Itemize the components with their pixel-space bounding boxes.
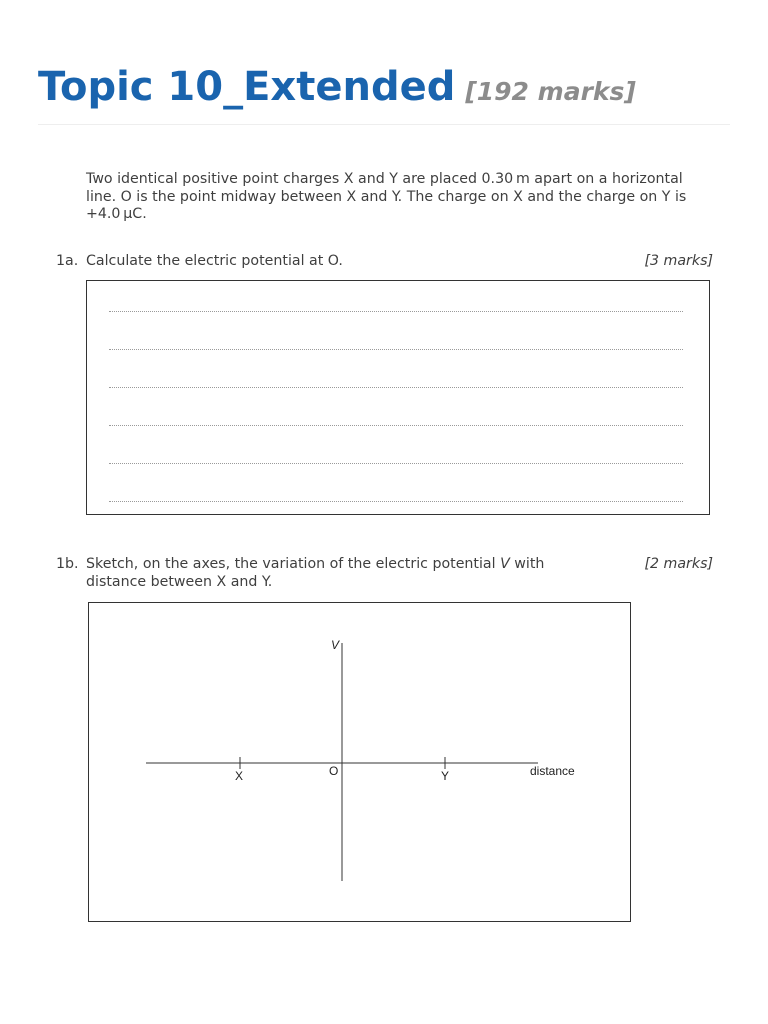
answer-line[interactable]	[109, 463, 683, 464]
answer-line[interactable]	[109, 501, 683, 502]
question-1b-number: 1b.	[56, 556, 79, 572]
question-1a-marks: [3 marks]	[644, 253, 713, 269]
sketch-axes-box[interactable]	[88, 602, 631, 922]
question-1b-text-start: Sketch, on the axes, the variation of the electric potential	[86, 556, 501, 572]
total-marks: [192 marks]	[465, 77, 636, 106]
answer-box-1a[interactable]	[86, 280, 710, 515]
question-1a-text: Calculate the electric potential at O.	[86, 253, 343, 269]
answer-line[interactable]	[109, 311, 683, 312]
topic-title: Topic 10_Extended	[38, 64, 456, 110]
charge-y-label: Y	[441, 769, 450, 783]
origin-label: O	[329, 764, 339, 778]
sketch-axes[interactable]	[89, 603, 632, 923]
question-intro: Two identical positive point charges X and Y are placed 0.30 m apart on a horizontal line. O is the point midway between X and Y. The charge on X and the charge on Y is +4.0 µC.	[86, 171, 687, 222]
answer-line[interactable]	[109, 387, 683, 388]
page-title	[38, 64, 636, 110]
question-1a-number: 1a.	[56, 253, 79, 269]
question-1b-text	[86, 556, 556, 591]
title-divider	[38, 124, 730, 125]
answer-line[interactable]	[109, 425, 683, 426]
potential-variable: V	[500, 556, 510, 572]
answer-line[interactable]	[109, 349, 683, 350]
question-1b-text-end: with distance between X and Y.	[86, 556, 545, 590]
charge-x-label: X	[235, 769, 244, 783]
v-axis-label: V	[331, 638, 340, 652]
distance-axis-label: distance	[530, 764, 575, 778]
question-1b-marks: [2 marks]	[644, 556, 713, 572]
